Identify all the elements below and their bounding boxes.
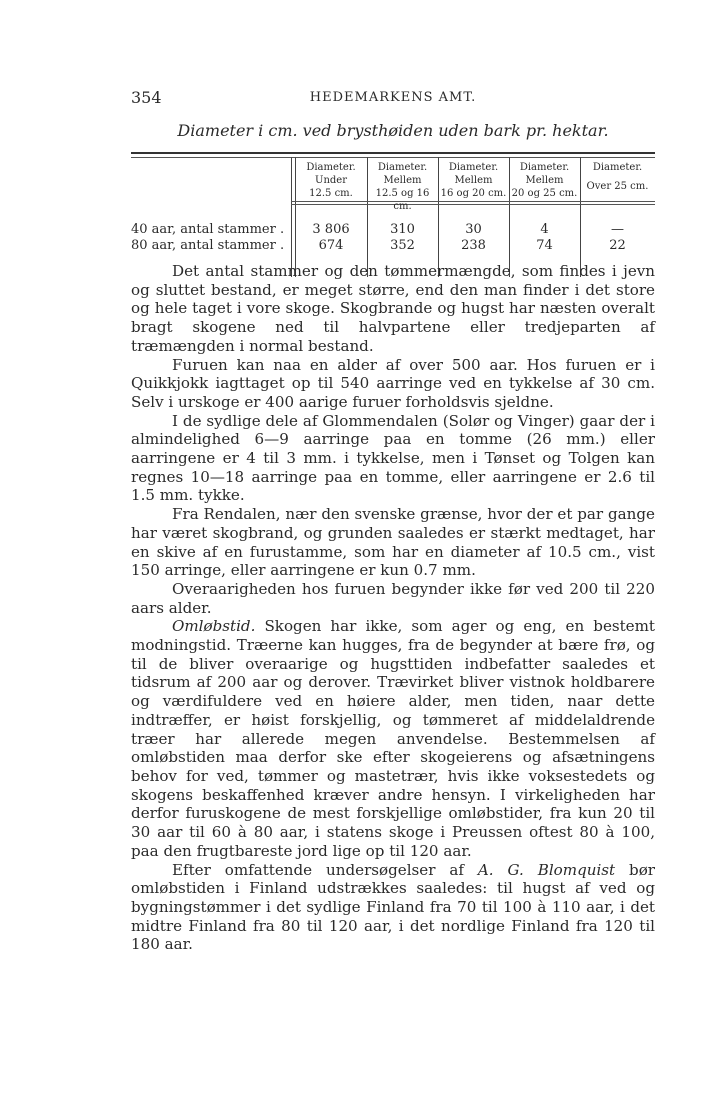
- column-header: Diameter. Mellem 16 og 20 cm.: [440, 162, 507, 199]
- paragraph: Furuen kan naa en alder af over 500 aar. Hos furuen er i Quikkjokk iagttaget op til 540 aarringe ved en tykkelse af 30 cm. Selv i urskoge er 400 aarige furuer forholdsvis sjeldne.: [131, 355, 655, 411]
- paragraph: Overaarigheden hos furuen begynder ikke før ved 200 til 220 aars alder.: [131, 579, 655, 617]
- table-cell: 30: [465, 222, 482, 237]
- author-name: A. G. Blomquist: [477, 860, 616, 879]
- table-cell: —: [611, 222, 624, 237]
- page-header: [131, 88, 655, 108]
- section-heading: Omløbstid.: [172, 617, 256, 636]
- column-header: Diameter. Over 25 cm.: [586, 162, 649, 192]
- table-cell: 352: [390, 238, 415, 253]
- table-top-rule: [131, 152, 655, 154]
- header-rule: [291, 204, 655, 205]
- column-header: Diameter. Under 12.5 cm.: [306, 162, 356, 199]
- table-cell: 674: [318, 238, 344, 253]
- table-cell: 22: [609, 238, 626, 253]
- running-title: HEDEMARKENS AMT.: [309, 90, 477, 105]
- table-caption: Diameter i cm. ved brysthøiden uden bark pr. hektar.: [177, 121, 609, 140]
- header-rule: [291, 201, 655, 202]
- column-header: Diameter. Mellem 12.5 og 16 cm.: [375, 162, 430, 212]
- paragraph: Det antal stammer og den tømmermængde, som findes i jevn og sluttet bestand, er meget større, end den man finder i det store og hele taget i vore skoge. Skogbrande og hugst har næsten overalt bragt skogene ned til halvpartene eller tredjeparten af træmængden i normal bestand.: [131, 262, 655, 355]
- table-cell: 4: [540, 222, 549, 237]
- table-cell: 238: [461, 238, 486, 253]
- table-row-label: 40 aar, antal stammer .: [131, 222, 285, 237]
- table-row-label: 80 aar, antal stammer .: [131, 238, 285, 253]
- paragraph: Efter omfattende undersøgelser af A. G. Blomquist bør omløbstiden i Finland udstrækkes saaledes: til hugst af ved og bygningstømmer i det sydlige Finland fra 70 til 100 à 110 aar, i det midtre Finland fra 80 til 120 aar, i det nordlige Finland fra 120 til 180 aar.: [131, 860, 656, 954]
- diameter-table: [131, 157, 655, 277]
- column-header: Diameter. Mellem 20 og 25 cm.: [511, 162, 578, 199]
- page-number: 354: [131, 88, 162, 107]
- paragraph: Fra Rendalen, nær den svenske grænse, hvor der et par gange har været skogbrand, og grunden saaledes er stærkt medtaget, har en skive af en furustamme, som har en diameter af 10.5 cm., vist 150 arringe, eller aarringene er kun 0.7 mm.: [131, 505, 655, 580]
- body-text: [131, 262, 655, 954]
- table-cell: 310: [390, 222, 415, 237]
- paragraph: Omløbstid. Skogen har ikke, som ager og eng, en bestemt modningstid. Træerne kan hugges, fra de begynder at bære frø, og til de bliver overaarige og hugsttiden indbefatter saaledes et tidsrum af 200 aar og derover. Trævirket bliver vistnok holdbarere og værdifuldere ved en høiere alder, men tiden, naar dette indtræffer, er høist forskjellig, og tømmeret af middelaldrende træer har allerede megen anvendelse. Bestemmelsen af omløbstiden maa derfor ske efter skogeierens og afsætningens behov for ved, tømmer og mastetrær, hvis ikke voksestedets og skogens beskaffenhed kræver andre hensyn. I virkeligheden har derfor furuskogene de mest forskjellige omløbstider, fra kun 20 til 30 aar til 60 à 80 aar, i statens skoge i Preussen oftest 80 à 100, paa den frugtbareste jord lige op til 120 aar.: [131, 617, 655, 860]
- paragraph: I de sydlige dele af Glommendalen (Solør og Vinger) gaar der i almindelighed 6—9 aarringe paa en tomme (26 mm.) eller aarringene er 4 til 3 mm. i tykkelse, men i Tønset og Tolgen kan regnes 10—18 aarringe paa en tomme, eller aarringene er 2.6 til 1.5 mm. tykke.: [131, 411, 655, 505]
- table-cell: 3 806: [312, 222, 350, 237]
- table-cell: 74: [536, 238, 553, 253]
